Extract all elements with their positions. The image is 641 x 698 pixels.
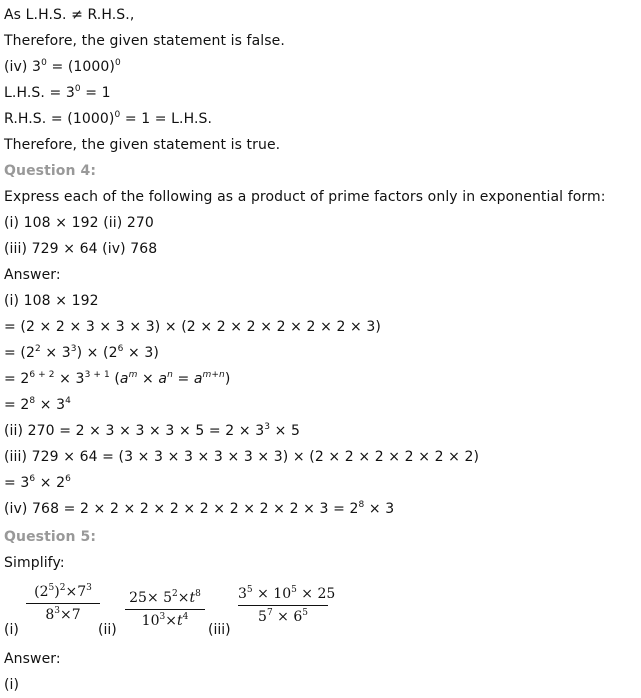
question-heading: Question 5: — [4, 529, 97, 545]
question-parts: (i) 108 × 192 (ii) 270 — [4, 215, 154, 231]
part-label: (i) — [4, 622, 19, 638]
denominator: $10^3\times t^4$ — [141, 612, 189, 629]
question-parts: (iii) 729 × 64 (iv) 768 — [4, 241, 158, 257]
lhs-line: L.H.S. = $3^0 = 1$ — [4, 84, 111, 101]
answer-label: Answer: — [4, 267, 61, 283]
answer-part: (i) 108 × 192 — [4, 293, 99, 309]
fraction-iii — [238, 585, 336, 625]
answer-step: = $3^6 \times 2^6$ — [4, 474, 71, 491]
fraction-bar — [238, 605, 328, 606]
text-line: Therefore, the given statement is true. — [4, 137, 281, 153]
answer-step: = $2^8 \times 3^4$ — [4, 396, 71, 413]
text-line: Therefore, the given statement is false. — [4, 33, 285, 49]
text-line: As L.H.S. ≠ R.H.S., — [4, 7, 135, 23]
question-text: Simplify: — [4, 555, 65, 571]
fraction-ii — [125, 590, 205, 629]
numerator: $(2^5)^2\times 7^3$ — [34, 583, 92, 600]
fraction-i — [26, 584, 100, 623]
part-label: (iii) — [208, 622, 231, 638]
answer-step: = $(2^2 \times 3^3) \times (2^6 \times 3)$ — [4, 344, 159, 361]
answer-part: (i) — [4, 677, 20, 693]
part-label: (ii) — [98, 622, 117, 638]
denominator: $8^3\times 7$ — [45, 606, 81, 623]
fraction-bar — [125, 609, 205, 610]
rhs-line: R.H.S. = $(1000)^0 = 1 = L.H.S$. — [4, 110, 213, 127]
question-heading: Question 4: — [4, 163, 97, 179]
answer-label: Answer: — [4, 651, 61, 667]
answer-part: (iv) $768 = 2 \times 2 \times 2 \times 2 \times 2 \times 2 \times 2 \times 2 \times 3 = 2^8 \times 3$ — [4, 500, 395, 517]
answer-step: = $2^{6 + 2} \times 3^{3 + 1}$ $(a^m \times a^n = a^{m+n})$ — [4, 370, 231, 387]
answer-part: (iii) 729 × 64 = (3 × 3 × 3 × 3 × 3 × 3) × (2 × 2 × 2 × 2 × 2 × 2) — [4, 449, 480, 465]
answer-step: = (2 × 2 × 3 × 3 × 3) × (2 × 2 × 2 × 2 × 2 × 2 × 3) — [4, 319, 381, 335]
fraction-bar — [26, 603, 100, 604]
statement-iv: (iv) $3^0 = (1000)^0$ — [4, 58, 121, 75]
numerator: $3^5 \times 10^5 \times 25$ — [238, 585, 336, 602]
numerator: $25\times 5^2\times t^8$ — [129, 589, 201, 606]
denominator: $5^7 \times 6^5$ — [258, 608, 308, 625]
answer-part: (ii) $270 = 2 \times 3 \times 3 \times 3 \times 5 = 2 \times 3^3 \times 5$ — [4, 422, 301, 439]
question-text: Express each of the following as a product of prime factors only in exponential form: — [4, 189, 606, 205]
